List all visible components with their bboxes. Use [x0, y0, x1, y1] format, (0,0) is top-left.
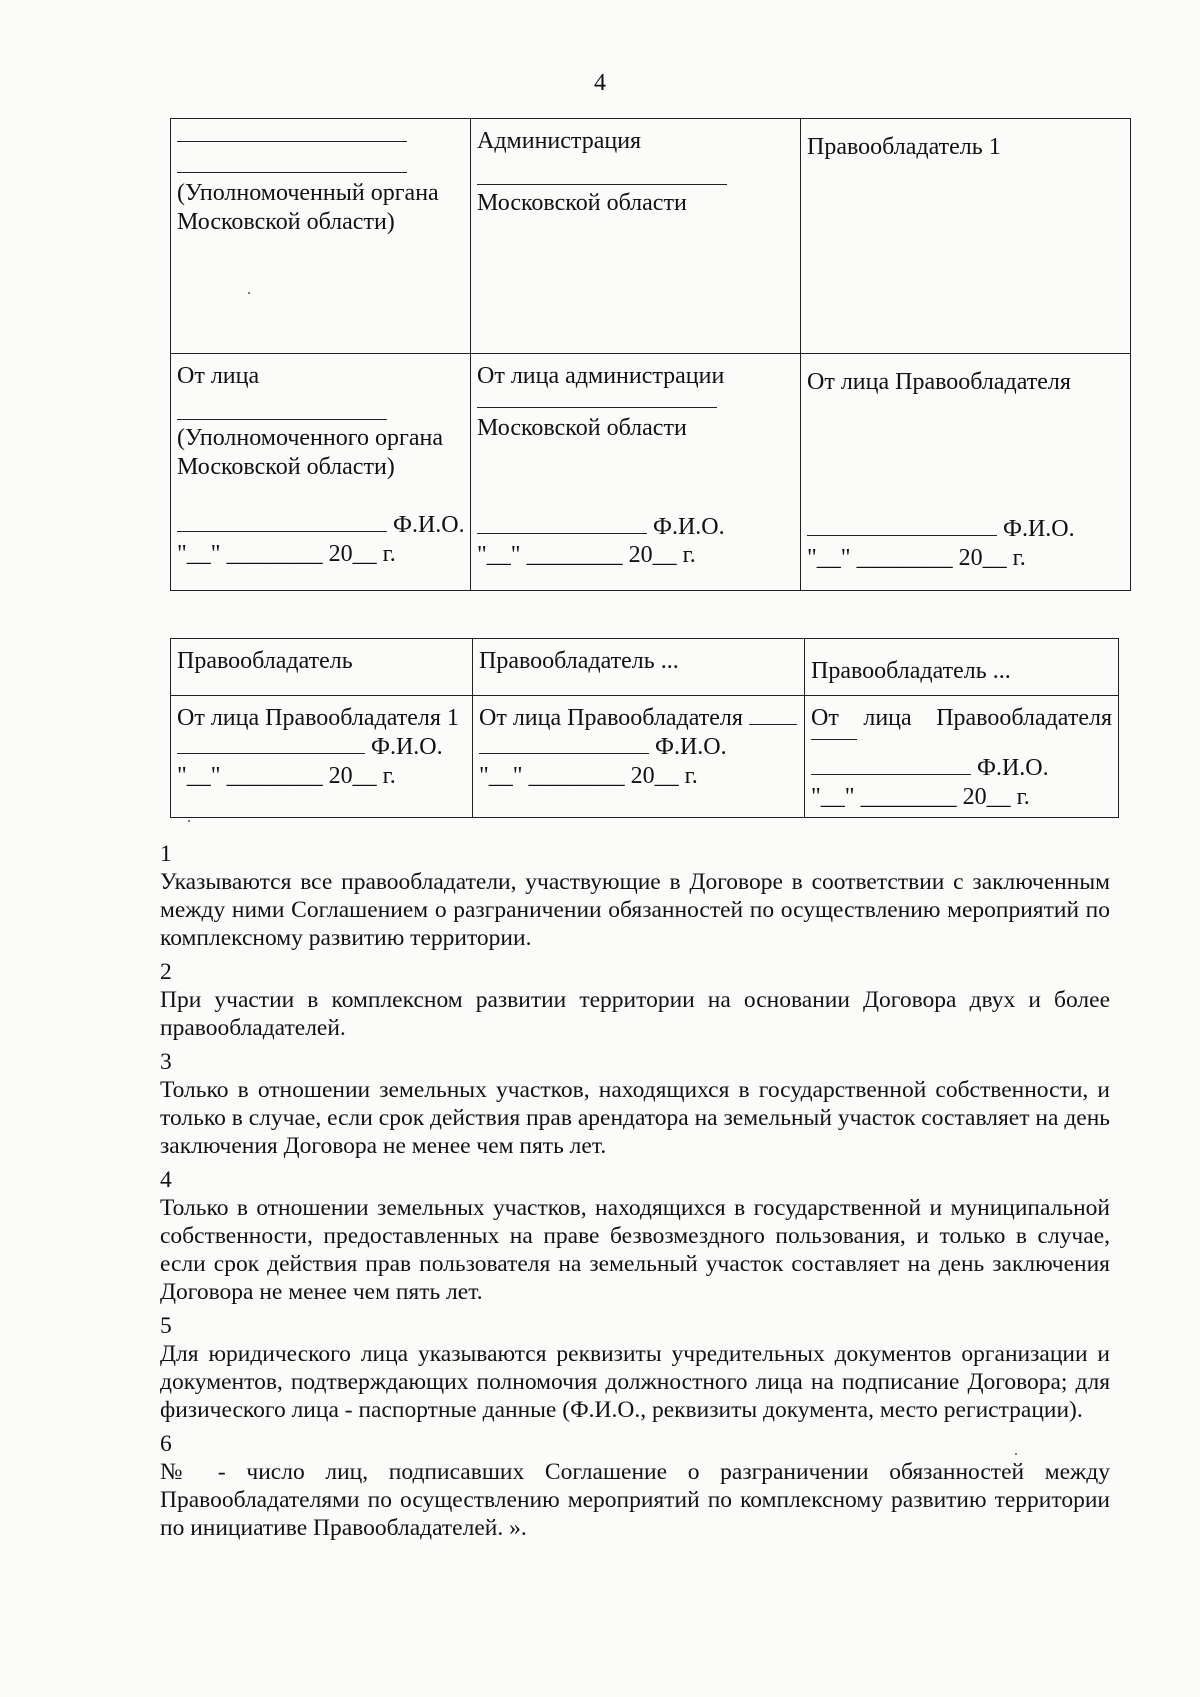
- fio-label: Ф.И.О.: [653, 513, 725, 540]
- footnote-number: 4: [160, 1167, 172, 1193]
- signature-line: [479, 753, 649, 754]
- administration-sign-cell: [471, 354, 801, 591]
- administration-sub: Московской области: [477, 189, 687, 216]
- date-line: "__" ________ 20__ г.: [177, 541, 396, 568]
- rightholder-sign-cell: [805, 696, 1119, 818]
- signature-line: [749, 724, 797, 725]
- signature-line: [477, 184, 727, 185]
- fio-label: Ф.И.О.: [393, 512, 465, 539]
- authority-cell: [171, 119, 471, 354]
- fio-label: Ф.И.О.: [1003, 515, 1075, 542]
- footnote-text: Указываются все правообладатели, участвующие в Договоре в соответствии с заключенным между ними Соглашением о разграничении обязанностей по осуществлению мероприятий по комплексному развитию территории.: [160, 869, 1110, 951]
- on-behalf-rightholder-label: От лица Правообладателя 1: [177, 705, 459, 731]
- signature-line: [807, 535, 997, 536]
- scan-speck: [188, 820, 190, 822]
- rightholder-sign-cell: [801, 354, 1131, 591]
- footnote-number: 3: [160, 1049, 172, 1075]
- rightholder-1-cell: [801, 119, 1131, 354]
- page-number: 4: [594, 70, 606, 96]
- rightholder-sign-cell: [473, 696, 805, 818]
- footnote-number: 2: [160, 959, 172, 985]
- on-behalf-rightholder-label: От лица Правообладателя: [807, 369, 1071, 395]
- signature-line: [177, 531, 387, 532]
- on-behalf-rightholder-label: От лица Правообладателя: [811, 705, 1112, 731]
- rightholder-header-cell: [805, 639, 1119, 696]
- signature-line: [811, 739, 857, 740]
- scan-speck: [1015, 1453, 1017, 1455]
- administration-label: Администрация: [477, 128, 642, 154]
- date-line: "__" ________ 20__ г.: [177, 762, 396, 789]
- scan-speck: [248, 292, 250, 294]
- signature-line: [477, 407, 717, 408]
- signature-line: [177, 753, 365, 754]
- footnotes: [160, 836, 1110, 1548]
- fio-label: Ф.И.О.: [371, 733, 443, 760]
- footnote-text: Для юридического лица указываются реквизиты учредительных документов организации и документов, подтверждающих полномочия должностного лица на подписание Договора; для физического лица - паспортные данные (Ф.И.О., реквизиты документа, место регистрации).: [160, 1341, 1110, 1423]
- rightholder-header: Правообладатель ...: [479, 648, 679, 674]
- date-line: "__" ________ 20__ г.: [477, 542, 696, 569]
- footnote-number: 5: [160, 1313, 172, 1339]
- signature-line: [177, 172, 407, 173]
- footnote-number: 6: [160, 1431, 172, 1457]
- footnote-text: При участии в комплексном развитии территории на основании Договора двух и более правообладателей.: [160, 987, 1110, 1041]
- date-line: "__" ________ 20__ г.: [479, 762, 698, 789]
- date-line: "__" ________ 20__ г.: [807, 544, 1026, 571]
- signature-line: [477, 533, 647, 534]
- authority-label: (Уполномоченный органа Московской области): [177, 180, 439, 235]
- signature-line: [811, 774, 971, 775]
- fio-label: Ф.И.О.: [655, 733, 727, 760]
- administration-cell: [471, 119, 801, 354]
- rightholder-header: Правообладатель: [177, 648, 353, 674]
- on-behalf-rightholder-label: От лица Правообладателя: [479, 705, 743, 731]
- rightholder-header: Правообладатель ...: [811, 658, 1011, 684]
- footnote-text: Только в отношении земельных участков, находящихся в государственной и муниципальной собственности, предоставленных на праве безвозмездного пользования, и только в случае, если срок действия прав пользователя на земельный участок составляет на день заключения Договора не менее чем пять лет.: [160, 1195, 1110, 1305]
- authority-sign-label: (Уполномоченного органа Московской области): [177, 424, 443, 480]
- fio-label: Ф.И.О.: [977, 754, 1049, 781]
- on-behalf-admin-label: От лица администрации: [477, 363, 725, 389]
- signature-line: [177, 141, 407, 142]
- on-behalf-label: От лица: [177, 363, 260, 389]
- signature-table-main: [170, 118, 1131, 591]
- signature-table-rightholders: [170, 638, 1119, 818]
- authority-sign-cell: [171, 354, 471, 591]
- rightholder-header-cell: [473, 639, 805, 696]
- rightholder-1-label: Правообладатель 1: [807, 134, 1001, 160]
- rightholder-header-cell: [171, 639, 473, 696]
- date-line: "__" ________ 20__ г.: [811, 783, 1030, 810]
- footnote-text: Только в отношении земельных участков, находящихся в государственной собственности, и только в случае, если срок действия прав арендатора на земельный участок составляет на день заключения Договора не менее чем пять лет.: [160, 1077, 1110, 1159]
- administration-sign-label: Московской области: [477, 414, 687, 441]
- footnote-text: № - число лиц, подписавших Соглашение о разграничении обязанностей между Правообладателями по осуществлению мероприятий по комплексному развитию территории по инициативе Правообладателей. ».: [160, 1459, 1110, 1541]
- footnote-number: 1: [160, 841, 172, 867]
- signature-line: [177, 419, 387, 420]
- rightholder-sign-cell: [171, 696, 473, 818]
